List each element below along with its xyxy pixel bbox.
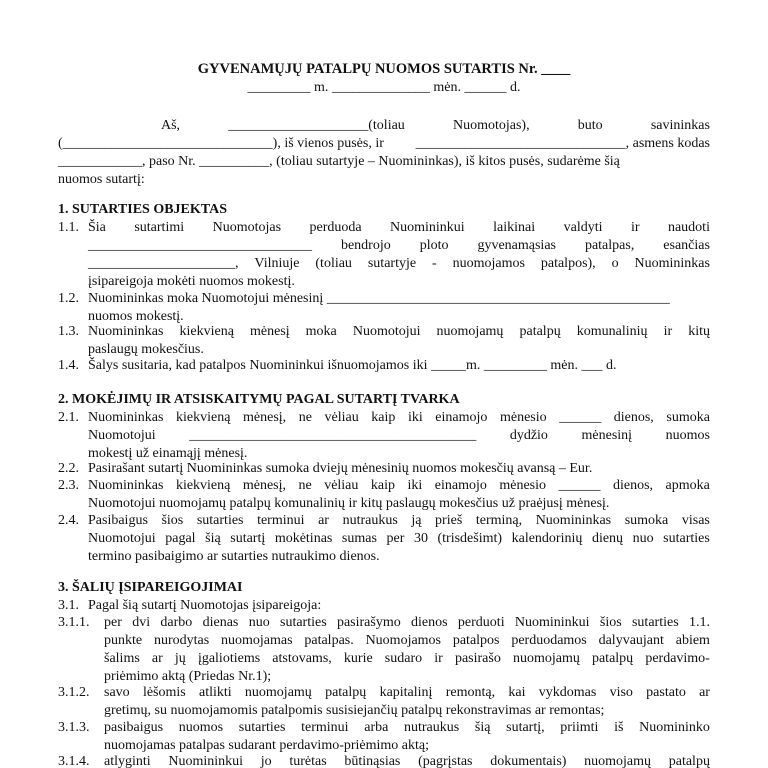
word: pasibaigus: [104, 720, 164, 735]
word: ______: [559, 410, 602, 425]
word: kapitalinį: [379, 685, 433, 700]
clause-line: [104, 753, 710, 768]
word: vykdomas: [538, 685, 597, 700]
word: (______________________________), iš vienos pusės, ir: [58, 136, 384, 151]
word: Nuomotojui: [88, 531, 156, 546]
word: valdyti: [563, 220, 603, 235]
word: dienos: [411, 615, 448, 630]
clause-line: [88, 427, 710, 445]
word: Nuomininkas: [634, 256, 710, 271]
word: sutarties: [631, 615, 679, 630]
word: nutraukus: [342, 513, 398, 528]
clause-line: mokestį už einamąjį mėnesį.: [88, 446, 248, 461]
word: arba: [364, 720, 389, 735]
word: vėliau: [324, 410, 359, 425]
document-title: GYVENAMŲJŲ PATALPŲ NUOMOS SUTARTIS Nr. ____: [197, 61, 571, 77]
word: bendrojo: [340, 238, 391, 253]
word: mėnesį,: [242, 478, 286, 493]
word: viso: [609, 685, 633, 700]
clause-line: gretimų, su nuomojamomis patalpomis susisiejančių patalpų rekonstravimas ar remontas;: [104, 703, 605, 718]
clause-number: 2.3.: [58, 478, 79, 493]
clause-number: 2.2.: [58, 461, 79, 476]
word: Nuomojamos: [365, 633, 442, 648]
clause-number: 3.1.4.: [58, 754, 90, 768]
word: dienos,: [613, 410, 654, 425]
word: Nuomininkas: [88, 324, 164, 339]
word: šios: [161, 513, 184, 528]
word: Vilniuje: [254, 256, 300, 271]
word: perduodamos: [511, 633, 587, 648]
clause-number: 1.4.: [58, 358, 79, 373]
word: mėnesį,: [243, 410, 287, 425]
clause-line: [88, 219, 710, 237]
word: šią: [205, 531, 221, 546]
word: ______: [558, 478, 601, 493]
word: lėšomis: [142, 685, 186, 700]
word: kai: [508, 685, 526, 700]
word: Nuomotojas: [212, 220, 282, 235]
clause-number: 3.1.3.: [58, 720, 90, 735]
word: savininkas: [650, 118, 710, 133]
word: ir: [630, 220, 640, 235]
word: jo: [260, 754, 272, 768]
word: ____________, paso Nr. __________, (toliau sutartyje – Nuomininkas), iš kitos pusės, sudarėme šią: [58, 154, 620, 169]
word: _____________________,: [88, 256, 239, 271]
word: būtinąsias: [344, 754, 401, 768]
word: visas: [681, 513, 710, 528]
word: buto: [577, 118, 603, 133]
word: mokėtinas: [274, 531, 333, 546]
word: nuomojamų: [584, 754, 652, 768]
clause-number: 1.2.: [58, 291, 79, 306]
word: įgaliotiems: [197, 651, 261, 666]
word: nuomojamų: [244, 685, 312, 700]
clause-number: 1.3.: [58, 324, 79, 339]
word: ir: [663, 324, 673, 339]
word: nuo: [248, 615, 270, 630]
word: Nuomininkui: [514, 615, 590, 630]
clause-line: [104, 650, 710, 668]
word: dienų: [591, 531, 624, 546]
word: 30: [413, 531, 428, 546]
word: darbo: [160, 615, 193, 630]
clause-number: 2.4.: [58, 513, 79, 528]
word: Aš,: [161, 118, 181, 133]
word: sutarties: [196, 513, 244, 528]
word: dydžio: [509, 428, 548, 443]
word: atstovams,: [272, 651, 332, 666]
clause-number: 3.1.: [58, 598, 79, 613]
word: sutartį,: [506, 720, 545, 735]
intro-paragraph: [58, 117, 710, 189]
word: iš: [614, 720, 624, 735]
word: pasirašymo: [336, 615, 401, 630]
word: ________________________________: [88, 238, 312, 253]
word: prieš: [435, 513, 463, 528]
word: sutarties: [238, 720, 286, 735]
word: Pasibaigus: [88, 513, 148, 528]
word: dvi: [132, 615, 151, 630]
intro-line-2: [58, 135, 710, 153]
word: sutartyje: [367, 256, 417, 271]
clause-line: nuomos mokestį.: [88, 309, 184, 324]
word: patalpas.: [304, 633, 354, 648]
word: per: [104, 615, 122, 630]
word: kiekvieną: [175, 478, 231, 493]
word: patalpų: [519, 324, 561, 339]
word: terminą,: [475, 513, 523, 528]
word: patalpų: [668, 754, 710, 768]
word: dokumentais): [490, 754, 567, 768]
word: komunalinių: [576, 324, 648, 339]
intro-line-4: nuomos sutartį:: [58, 172, 145, 187]
word: Nuomininko: [639, 720, 710, 735]
word: dienos,: [612, 478, 654, 493]
intro-line-3: [58, 153, 710, 171]
word: kaip: [370, 478, 395, 493]
word: sutarties: [280, 615, 327, 630]
word: Nuomotojui: [88, 428, 156, 443]
word: dienas: [202, 615, 239, 630]
word: nuo: [632, 531, 654, 546]
word: laikinai: [493, 220, 536, 235]
word: moka: [305, 324, 337, 339]
clause-line: [88, 512, 710, 530]
word: turėtas: [289, 754, 327, 768]
intro-line-1: [58, 117, 710, 135]
clause-line: Nuomininkas moka Nuomotojui mėnesinį _________________________________________________: [88, 291, 670, 306]
word: Nuomininkui: [390, 220, 465, 235]
clause-line: Pagal šią sutartį Nuomotojas įsipareigoja:: [88, 598, 322, 613]
word: apmoka: [665, 478, 710, 493]
word: nurodytas: [153, 633, 210, 648]
word: šios: [599, 615, 622, 630]
clause-line: termino pasibaigimo ar sutarties nutraukimo dienos.: [88, 549, 380, 564]
clause-number: 3.1.1.: [58, 615, 90, 630]
word: punkte: [104, 633, 143, 648]
word: (pagrįstas: [418, 754, 473, 768]
word: ar: [151, 651, 163, 666]
word: nuomojamos: [452, 256, 525, 271]
word: esančias: [663, 238, 710, 253]
word: (toliau: [315, 256, 352, 271]
word: ______________________________, asmens kodas: [415, 136, 710, 151]
word: nuomojamų: [512, 651, 580, 666]
word: kaip: [371, 410, 396, 425]
word: 1.1.: [688, 615, 710, 630]
clause-line: Pasirašant sutartį Nuomininkas sumoka dviejų mėnesinių nuomos mokesčių avansą – Eur.: [88, 461, 593, 476]
clause-line: [88, 237, 710, 255]
word: Nuomotojui: [352, 324, 421, 339]
word: dalyvaujant: [598, 633, 664, 648]
word: Nuomotojas),: [452, 118, 530, 133]
word: -: [432, 256, 437, 271]
clause-number: 3.1.2.: [58, 685, 90, 700]
word: patalpos: [452, 633, 500, 648]
word: nutraukus: [404, 720, 460, 735]
clause-line: Šalys susitaria, kad patalpos Nuomininkui išnuomojamos iki _____m. _________ mėn. ___ d.: [88, 358, 617, 373]
word: šią: [474, 720, 491, 735]
word: _________________________________________: [189, 428, 477, 443]
word: patalpas,: [584, 238, 635, 253]
word: einamojo: [435, 410, 488, 425]
word: perduoti: [457, 615, 505, 630]
word: sutartimi: [134, 220, 185, 235]
word: mėnesinį: [581, 428, 633, 443]
word: pagal: [165, 531, 196, 546]
word: sumoka: [666, 410, 710, 425]
word: atlyginti: [104, 754, 151, 768]
word: gyvenamąsias: [477, 238, 556, 253]
word: iki: [407, 478, 423, 493]
word: nuomojamų: [436, 324, 504, 339]
word: sutartį: [230, 531, 266, 546]
word: nuomojamas: [220, 633, 293, 648]
word: ____________________(toliau: [228, 118, 405, 133]
word: sumas: [341, 531, 377, 546]
word: o: [611, 256, 619, 271]
word: sutarties: [663, 531, 710, 546]
word: sudaro: [384, 651, 423, 666]
word: (trisdešimt): [437, 531, 503, 546]
word: iki: [407, 410, 423, 425]
date-line: _________ m. ______________ mėn. ______ d.: [247, 80, 521, 95]
word: per: [386, 531, 405, 546]
word: kitų: [688, 324, 710, 339]
word: ar: [318, 513, 329, 528]
clause-line: [88, 409, 710, 427]
word: sumoka: [624, 513, 669, 528]
section-3-heading: 3. ŠALIŲ ĮSIPAREIGOJIMAI: [58, 580, 243, 595]
clause-number: 1.1.: [58, 220, 79, 235]
word: Šia: [88, 220, 106, 235]
word: terminui: [301, 720, 349, 735]
word: terminui: [257, 513, 305, 528]
word: nuomos: [665, 428, 710, 443]
word: pastato: [646, 685, 686, 700]
word: kiekvieną: [179, 324, 234, 339]
word: kalendorinių: [511, 531, 583, 546]
section-2-heading: 2. MOKĖJIMŲ IR ATSISKAITYMŲ PAGAL SUTARTĮ TVARKA: [58, 392, 460, 407]
clause-line: [104, 614, 710, 632]
word: Nuomininkui: [168, 754, 244, 768]
word: ploto: [419, 238, 449, 253]
word: vėliau: [324, 478, 359, 493]
word: ne: [298, 410, 312, 425]
section-1-heading: 1. SUTARTIES OBJEKTAS: [58, 202, 227, 217]
clause-line: [104, 684, 710, 702]
word: kiekvieną: [176, 410, 231, 425]
word: abiem: [675, 633, 710, 648]
clause-line: [104, 632, 710, 650]
word: nuomos: [178, 720, 224, 735]
word: naudoti: [667, 220, 710, 235]
word: Nuomininkas: [88, 478, 164, 493]
word: Nuomininkas: [88, 410, 164, 425]
word: jų: [174, 651, 186, 666]
word: pasirašo: [454, 651, 501, 666]
word: Nuomininkas: [535, 513, 612, 528]
word: ne: [298, 478, 312, 493]
word: patalpų: [591, 651, 634, 666]
clause-line: įsipareigoja mokėti nuomos mokestį.: [88, 274, 295, 289]
word: patalpos),: [540, 256, 596, 271]
word: perdavimo-: [645, 651, 710, 666]
word: priimti: [560, 720, 599, 735]
word: ją: [411, 513, 422, 528]
word: perduoda: [309, 220, 362, 235]
clause-line: [88, 477, 710, 495]
clause-line: [88, 255, 710, 273]
word: šalims: [104, 651, 140, 666]
clause-line: Nuomotojui nuomojamų patalpų komunalinių ir kitų paslaugų mokesčius už praėjusį mėnesį.: [88, 496, 610, 511]
word: mėnesio: [499, 410, 547, 425]
word: mėnesį: [249, 324, 290, 339]
clause-line: priėmimo aktą (Priedas Nr.1);: [104, 669, 272, 684]
word: patalpų: [325, 685, 367, 700]
word: atlikti: [198, 685, 232, 700]
word: mėnesio: [499, 478, 546, 493]
clause-line: paslaugų mokesčius.: [88, 342, 204, 357]
clause-number: 2.1.: [58, 410, 79, 425]
word: kurie: [343, 651, 373, 666]
clause-line: [88, 323, 710, 341]
clause-line: [88, 530, 710, 548]
word: remontą,: [445, 685, 496, 700]
word: ar: [699, 685, 710, 700]
clause-line: nuomojamas patalpas sudarant perdavimo-priėmimo aktą;: [104, 738, 430, 753]
word: savo: [104, 685, 130, 700]
word: einamojo: [434, 478, 487, 493]
clause-line: [104, 719, 710, 737]
word: ir: [434, 651, 443, 666]
